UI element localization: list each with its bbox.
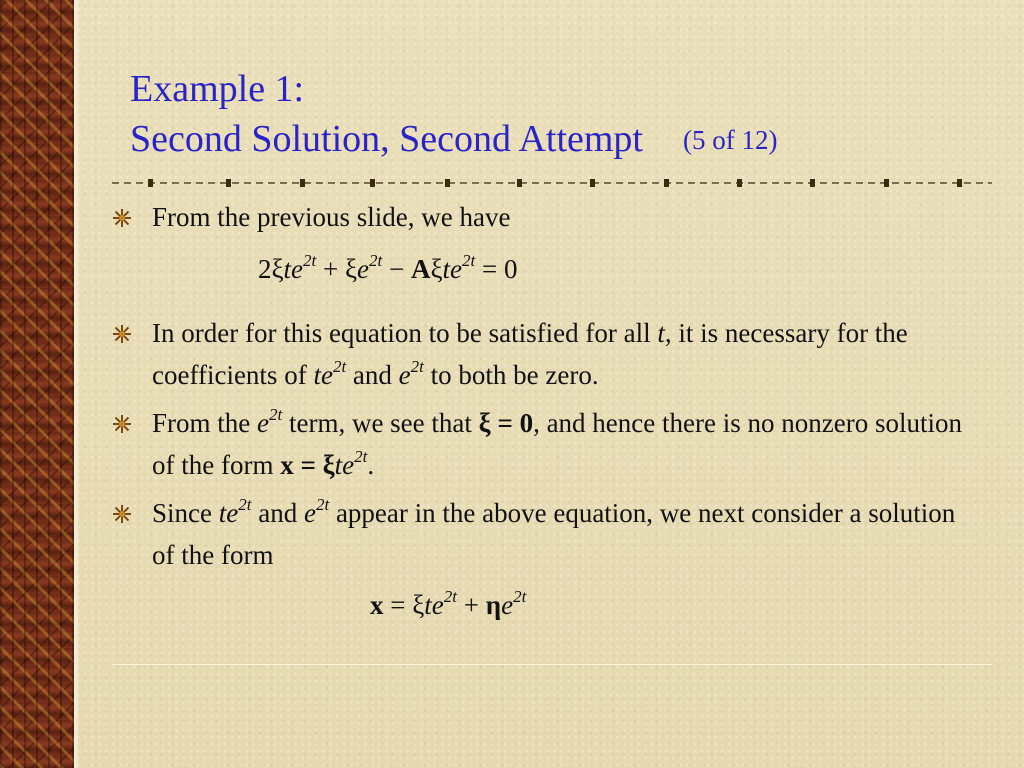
side-strip-pattern [0,0,78,768]
eq1-exp-3: 2t [462,251,476,270]
bullet-2-var-t: t [657,318,665,348]
equation-2 [370,587,527,621]
bullet-2-text-2: , it is necessary for the coefficients of [152,318,908,390]
bullet-3-text-3: , and hence there is no nonzero solution of the form [152,408,962,480]
eq1-xi: ξ [430,254,443,284]
eq1-matrix-a: A [411,254,431,284]
eq2-x: x [370,590,384,620]
eq2-exp-1: 2t [443,587,457,606]
bullet-4-text-2: appear in the above equation, we next consider a solution of the form [152,498,956,570]
bullet-2-text-1: In order for this equation to be satisfied for all [152,318,658,348]
slide-title [130,64,777,165]
bullet-3-exp-1: 2t [268,405,283,424]
slide-counter: (5 of 12) [682,125,778,155]
bullet-3-x-eq: x = ξ [280,450,335,480]
eq1-term-a: 2ξ [258,254,284,284]
bullet-3-text-1: From the [152,408,257,438]
title-line-1: Example 1: [130,68,305,110]
eq1-equals-zero: = 0 [475,254,518,284]
bullet-3-period: . [367,450,375,480]
bullet-3 [152,402,972,486]
bullet-1-text: From the previous slide, we have [152,202,511,232]
eq1-term-b: + ξ [316,254,358,284]
eq1-te-2: te [442,254,463,284]
eq2-exp-2: 2t [513,587,527,606]
eq1-exp-1: 2t [303,251,317,270]
bullet-star-icon [112,414,132,434]
title-divider [112,176,992,190]
bullet-2-exp-2: 2t [410,357,424,376]
bullet-4-te: te [218,498,239,528]
eq2-equals-xi: = ξ [383,590,425,620]
equation-1 [258,251,518,285]
eq1-te: te [283,254,304,284]
bullet-3-te: te [334,450,355,480]
bullet-2-te: te [313,360,333,390]
title-line-2 [130,114,777,165]
eq1-exp-2: 2t [369,251,383,270]
bullet-4-exp-2: 2t [315,495,330,514]
bullet-4 [152,492,972,576]
bottom-divider [112,664,992,665]
bullet-star-icon [112,324,132,344]
bullet-2-exp-1: 2t [332,357,347,376]
bullet-4-and: and [251,498,304,528]
bullet-4-text-1: Since [152,498,219,528]
bullet-star-icon [112,208,132,228]
bullet-2-text-3: to both be zero. [423,360,599,390]
bullet-2-e: e [398,360,411,390]
bullet-4-e: e [303,498,316,528]
eq2-te: te [424,590,444,620]
bullet-3-xi-equals-zero: ξ = 0 [478,408,534,438]
eq1-e: e [357,254,370,284]
bullet-star-icon [112,504,132,524]
eq1-minus: − [382,254,411,284]
bullet-3-exp-2: 2t [354,447,368,466]
title-line-2-text: Second Solution, Second Attempt [130,118,643,160]
bullet-4-exp-1: 2t [238,495,252,514]
eq2-eta: η [485,590,502,620]
bullet-2 [152,312,972,396]
eq2-e: e [501,590,514,620]
bullet-2-and: and [346,360,399,390]
side-strip-edge [74,0,78,768]
bullet-3-text-2: term, we see that [282,408,479,438]
bullet-3-e: e [257,408,269,438]
decorative-side-strip [0,0,78,768]
eq2-plus: + [457,590,486,620]
bullet-1 [152,196,972,238]
